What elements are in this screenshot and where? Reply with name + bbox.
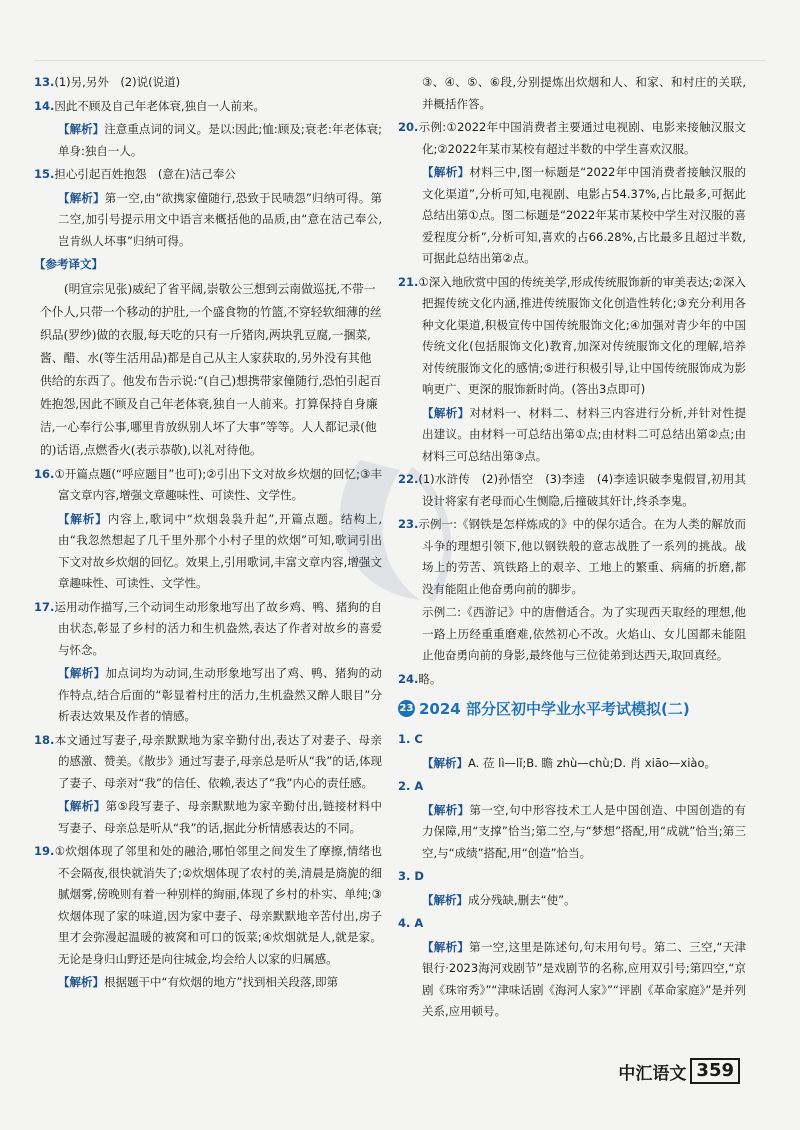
question-number: 13. [34,75,55,89]
page-number: 359 [690,1058,740,1084]
answer-item [398,729,746,751]
paragraph-text: 材料三中,图一标题是“2022年中国消费者接触汉服的文化渠道”,分析可知,电视剧、电影占54.37%,占比最多,可据此总结出第①点。图二标题是“2022年某市某校中学生对汉服的喜爱程度分析”,分析可知,喜欢的占66.28%,占比最多且超过半数,可据此总结出第②点。 [422,165,746,265]
answer-item [398,669,746,691]
right-top-answers [398,72,746,690]
section-heading [398,698,746,719]
paragraph-text: ③、④、⑤、⑥段,分别提炼出炊烟和人、和家、和村庄的关联,并概括作答。 [422,75,746,111]
section-number-badge: 23 [398,700,415,717]
paragraph-text: 第⑤段写妻子、母亲默默地为家辛勤付出,链接材料中写妻子、母亲总是听从“我”的话,据此分析情感表达的不同。 [58,799,383,835]
question-number: 22. [398,472,419,486]
paragraph-text: 根据题干中“有炊烟的地方”找到相关段落,即第 [104,975,339,989]
analysis-tag: 【解析】 [422,939,470,954]
question-number: 20. [398,120,419,134]
top-rule [34,60,766,61]
paragraph-text: 本文通过写妻子,母亲默默地为家辛勤付出,表达了对妻子、母亲的感激、赞美。《散步》通过写妻子,母亲总是听从“我”的话,体现了妻子、母亲对“我”的信任、依赖,表达了“我”内心的责任感。 [54,732,382,790]
paragraph-text: 注意重点词的词义。是以:因此;恤:顾及;衰老:年老体衰;单身:独自一人。 [58,122,383,158]
question-number: 3. D [398,869,424,883]
question-number: 14. [34,98,55,113]
analysis-tag: 【解析】 [422,755,468,770]
analysis-tag: 【解析】 [58,666,106,680]
question-number: 18. [34,732,55,747]
analysis-paragraph [34,663,382,728]
paragraph-text: 第一空,句中形容技术工人是中国创造、中国创造的有力保障,用“支撑”恰当;第二空,与“梦想”搭配,用“成就”恰当;第三空,与“成绩”搭配,用“创造”恰当。 [422,802,747,860]
analysis-tag: 【解析】 [58,799,106,813]
paragraph-text: 内容上,歌词中“炊烟袅袅升起”,开篇点题。结构上,由“我忽然想起了几千里外那个小村子里的炊烟”可知,歌词引出下文对故乡炊烟的回忆。效果上,引用歌词,丰富文章内容,增强文章趣味性、可读性、文学性。 [58,511,383,590]
answer-item [34,72,382,94]
answer-item [398,272,746,401]
paragraph-text: 示例一:《钢铁是怎样炼成的》中的保尔适合。在为人类的解放而斗争的理想引领下,他以钢铁般的意志战胜了一系列的挑战。战场上的劳苦、筑铁路上的艰辛、工地上的繁重、病痛的折磨,都没有能阻止他奋勇向前的脚步。 [418,517,746,596]
paragraph-text: (1)水浒传 (2)孙悟空 (3)李逵 (4)李逵识破李鬼假冒,初用其设计将家有老母而心生恻隐,后撞破其奸计,终杀李鬼。 [418,472,746,508]
analysis-tag: 【解析】 [422,892,468,907]
answer-item [34,164,382,186]
analysis-tag: 【解析】 [58,190,105,205]
answer-item [398,913,746,935]
paragraph-text: 担心引起百姓抱怨 (意在)洁己奉公 [54,167,236,181]
answer-item [34,730,382,795]
question-number: 2. A [398,779,424,793]
answer-item [398,866,746,888]
answer-item [398,72,746,115]
answer-item [398,776,746,798]
analysis-tag: 【解析】 [422,405,470,420]
question-number: 1. C [398,732,423,746]
question-number: 4. A [398,916,424,930]
question-number: 15. [34,167,55,181]
paragraph-text: (1)另,另外 (2)说(说道) [54,75,181,89]
right-column [398,72,746,1025]
paragraph-text: ①炊烟体现了邻里和处的融洽,哪怕邻里之间发生了摩擦,情绪也不会隔夜,很快就消失了;②炊烟体现了农村的美,清晨是旖旎的细腻烟雾,傍晚则有着一种别样的絢丽,体现了乡村的朴实、单纯;③炊烟体现了家的味道,因为家中妻子、母亲默默地辛苦付出,房子里才会弥漫起温暖的被窝和可口的饭菜;④炊烟就是人,就是家。无论是身归山野还是向往城金,均会给人以家的归属感。 [54,844,382,966]
paragraph-text: ①深入地欣赏中国的传统美学,形成传统服饰新的审美表达;②深入把握传统文化内涵,推进传统服饰文化创造性转化;③充分利用各种文化渠道,积极宣传中国传统服饰文化;④加强对青少年的中国传统文化(包括服饰文化)教育,加深对传统服饰文化的理解,培养对传统服饰文化的感情;⑤进行积极引导,让中国传统服饰成为影响更广、更深的服饰新时尚。(答出3点即可) [418,274,746,396]
answer-item [34,464,382,507]
analysis-tag: 【解析】 [58,122,105,136]
analysis-paragraph [398,800,746,865]
paragraph-text: 第一空,这里是陈述句,句末用句号。第二、三空,“天津银行·2023海河戏剧节”是戏剧节的名称,应用双引号;第四空,“京剧《珠帘秀》”“津味话剧《海河人家》”“评剧《革命家庭》”是并列关系,应用顿号。 [422,939,747,1018]
paragraph-text: 略。 [418,671,442,686]
analysis-tag: 【解析】 [58,511,108,526]
answer-item [34,96,382,118]
analysis-paragraph [398,162,746,270]
question-number: 16. [34,466,55,481]
question-number: 21. [398,274,419,289]
answer-item [398,117,746,160]
analysis-paragraph [34,972,382,994]
page-footer [618,1058,740,1084]
paragraph-text: 成分残缺,删去“使”。 [468,892,576,907]
question-number: 23. [398,517,419,531]
analysis-paragraph [34,509,382,595]
question-number: 24. [398,671,419,686]
analysis-paragraph [34,796,382,839]
analysis-tag: 【解析】 [422,802,470,817]
paragraph-text: 对材料一、材料二、材料三内容进行分析,并针对性提出建议。由材料一可总结出第①点;由材料二可总结出第②点;由材料三可总结出第③点。 [422,405,747,463]
paragraph-text: 第一空,由“欲携家僮随行,恐致于民啧怨”归纳可得。第二空,加引号提示用文中语言来概括他的品质,由“意在洁己奉公,岂肯纵人坏事”归纳可得。 [58,190,382,248]
paragraph-text: 因此不顾及自己年老体衰,独自一人前来。 [54,98,266,113]
translation-heading: 【参考译文】 [34,257,103,271]
right-bottom-answers [398,729,746,1023]
analysis-tag: 【解析】 [422,165,470,179]
translation-text: (明宣宗见张)威纪了省平阔,崇敬公三想到云南做巡抚,不带一个仆人,只带一个移动的护肚,一个盛食物的竹篮,不穿轻软细薄的丝织品(罗纱)做的衣服,每天吃的只有一斤猪肉,两块乳豆腐,一捆菜,酱、醋、水(等生活用品)都是自己从主人家获取的,另外没有其他供给的东西了。他发布告示说:“(自己)想携带家僮随行,恐怕引起百姓抱怨,因此不顾及自己年老体衰,独自一人前来。打算保持自身廉洁,一心奉行公事,哪里肯放纵别人坏了大事”等等。人人都记录(他的)话语,点燃香火(表示恭敬),以礼对待他。 [40,281,382,457]
analysis-paragraph [398,753,746,775]
paragraph-text: 加点词均为动词,生动形象地写出了鸡、鸭、猪狗的动作特点,结合后面的“彰显着村庄的活力,生机盎然又醉人眼目”分析表达效果及作者的情感。 [58,666,383,723]
analysis-paragraph [398,937,746,1023]
answer-item [34,597,382,662]
analysis-tag: 【解析】 [58,975,104,989]
question-number: 19. [34,844,55,858]
left-column [34,72,382,996]
analysis-paragraph [398,890,746,912]
question-number: 17. [34,599,55,614]
section-title: 2024 部分区初中学业水平考试模拟(二) [419,700,690,718]
answer-item [398,602,746,667]
answer-item [398,469,746,512]
paragraph-text: 示例二:《西游记》中的唐僧适合。为了实现西天取经的理想,他一路上历经重重磨难,依然初心不改。火焰山、女儿国都未能阻止他奋勇向前的身影,最终他与三位徒弟到达西天,取回真经。 [422,605,746,662]
paragraph-text: ①开篇点题(“呼应题目”也可);②引出下文对故乡炊烟的回忆;③丰富文章内容,增强文章趣味性、可读性、文学性。 [54,466,382,502]
paragraph-text: 运用动作描写,三个动词生动形象地写出了故乡鸡、鸭、猪狗的自由状态,彰显了乡村的活力和生机盎然,表达了作者对故乡的喜爱与怀念。 [54,599,382,657]
analysis-paragraph [34,188,382,253]
answer-item [34,841,382,970]
analysis-paragraph [398,403,746,468]
paragraph-text: A. 莅 lì—lǐ;B. 瞻 zhù—chù;D. 肖 xiāo—xiào。 [468,755,717,770]
brand-name: 中汇语文 [618,1063,687,1084]
analysis-paragraph [34,119,382,162]
answer-item [398,514,746,600]
paragraph-text: 示例:①2022年中国消费者主要通过电视剧、电影来接触汉服文化;②2022年某市某校有超过半数的中学生喜欢汉服。 [418,120,746,156]
